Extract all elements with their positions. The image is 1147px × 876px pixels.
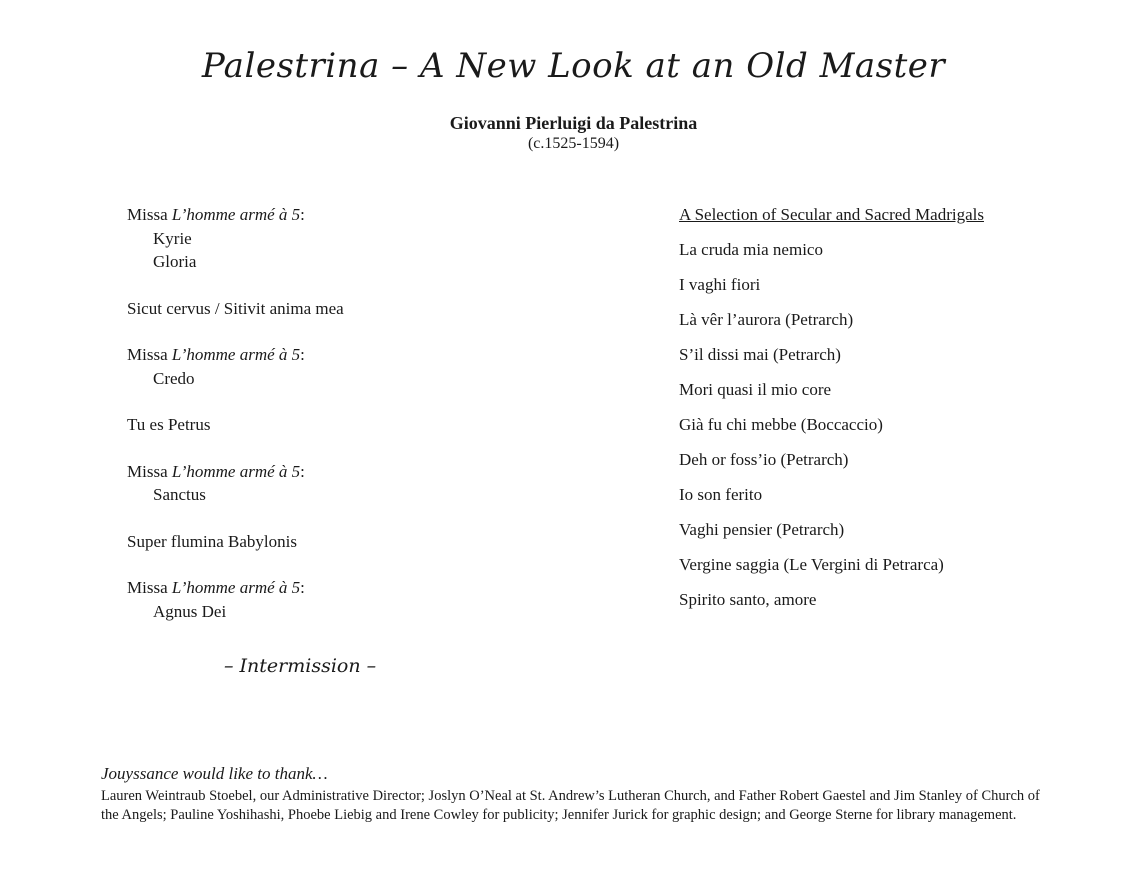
program-work-title [127, 576, 607, 600]
work-prefix: Missa [127, 461, 172, 481]
program-work-title: Super flumina Babylonis [127, 531, 297, 551]
program-work-title [127, 203, 607, 227]
madrigal-item: Mori quasi il mio core [679, 380, 832, 399]
movement-sanctus: Sanctus [153, 485, 206, 504]
work-italic-title: L’homme armé à 5 [171, 461, 301, 481]
acknowledgements-body: Lauren Weintraub Stoebel, our Administrative Director; Joslyn O’Neal at St. Andrew’s Lutheran Church, and Father Robert Gaestel and Jim Stanley of Church of the Angels; Pauline Yoshihashi, Phoebe Liebig and Irene Cowley for publicity; Jennifer Jurick for graphic design; and George Sterne for library management. [101, 788, 1040, 823]
work-prefix: Missa [127, 205, 172, 224]
movement-gloria: Gloria [153, 252, 197, 271]
program-group-mass-sanctus [127, 460, 607, 507]
work-suffix: : [300, 345, 305, 364]
work-suffix: : [300, 461, 305, 481]
madrigal-item: La cruda mia nemico [679, 240, 823, 259]
madrigal-item: Là vêr l’aurora (Petrarch) [679, 310, 854, 329]
program-group-mass-kyrie-gloria [127, 203, 607, 274]
program-work-title: Tu es Petrus [127, 415, 211, 434]
work-prefix: Missa [127, 578, 172, 597]
movement-credo: Credo [153, 368, 195, 388]
madrigal-item: Vaghi pensier (Petrarch) [679, 520, 845, 539]
madrigal-item: I vaghi fiori [679, 275, 761, 294]
program-group-sicut-cervus [127, 297, 607, 321]
madrigal-item: Deh or foss’io (Petrarch) [679, 450, 849, 469]
movement-agnus-dei: Agnus Dei [153, 601, 227, 621]
work-suffix: : [300, 205, 305, 224]
madrigal-item: S’il dissi mai (Petrarch) [679, 345, 841, 364]
program-work-title: Sicut cervus / Sitivit anima mea [127, 298, 344, 318]
program-group-tu-es-petrus [127, 413, 607, 437]
madrigal-item: Io son ferito [679, 485, 763, 504]
program-work-title [127, 460, 607, 484]
composer-name: Giovanni Pierluigi da Palestrina [449, 113, 698, 133]
program-work-title [127, 343, 607, 367]
madrigal-item: Già fu chi mebbe (Boccaccio) [679, 415, 883, 434]
composer-block [0, 112, 1147, 154]
acknowledgements-heading: Jouyssance would like to thank… [101, 764, 328, 783]
acknowledgements [101, 763, 1061, 825]
program-group-mass-credo [127, 343, 607, 390]
work-italic-title: L’homme armé à 5 [171, 578, 301, 597]
intermission-label: – Intermission – [224, 655, 377, 677]
madrigal-item: Spirito santo, amore [679, 590, 817, 609]
work-italic-title: L’homme armé à 5 [171, 205, 301, 224]
work-italic-title: L’homme armé à 5 [171, 345, 301, 364]
program-group-super-flumina [127, 530, 607, 554]
program-group-mass-agnus-dei [127, 576, 607, 623]
page-title: Palestrina – A New Look at an Old Master [201, 46, 946, 86]
work-prefix: Missa [127, 345, 172, 364]
work-suffix: : [300, 578, 305, 597]
madrigal-item: Vergine saggia (Le Vergini di Petrarca) [679, 555, 944, 574]
first-half-program [127, 203, 607, 646]
composer-dates: (c.1525-1594) [527, 135, 620, 152]
madrigals-section-heading: A Selection of Secular and Sacred Madrigals [679, 205, 984, 224]
second-half-program [679, 203, 1099, 623]
movement-kyrie: Kyrie [153, 228, 192, 248]
